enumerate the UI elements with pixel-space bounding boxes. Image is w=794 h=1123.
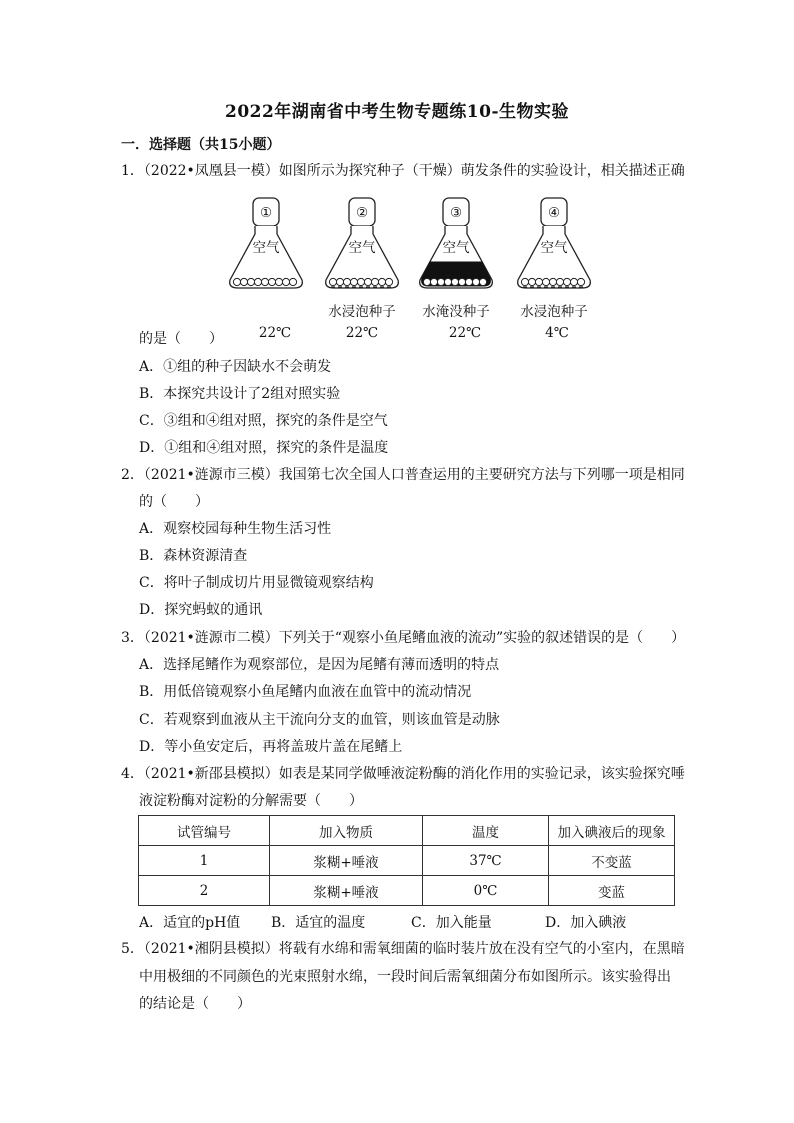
table-cell: 浆糊+唾液 bbox=[270, 876, 423, 906]
flask-1-number: ① bbox=[259, 205, 273, 221]
flask-3-number: ③ bbox=[449, 205, 463, 221]
question-2-text: 2．（2021•涟源市三模）我国第七次全国人口普查运用的主要研究方法与下列哪一项是相同 bbox=[121, 467, 685, 483]
q3-option-c: C．若观察到血液从主干流向分支的血管，则该血管是动脉 bbox=[139, 712, 500, 728]
section-heading: 一．选择题（共15小题） bbox=[121, 137, 281, 153]
table-header-row bbox=[139, 816, 675, 846]
flask-2-number: ② bbox=[355, 205, 369, 221]
flask-2-temp: 22℃ bbox=[345, 325, 379, 341]
table-cell: 2 bbox=[139, 876, 270, 906]
question-4-text: 4．（2021•新邵县模拟）如表是某同学做唾液淀粉酶的消化作用的实验记录，该实验探究唾 bbox=[121, 766, 685, 782]
question-1-text: 1．（2022•凤凰县一模）如图所示为探究种子（干燥）萌发条件的实验设计，相关描述正确 bbox=[121, 163, 685, 179]
q1-option-c: C．③组和④组对照，探究的条件是空气 bbox=[139, 413, 388, 429]
q2-option-b: B．森林资源清查 bbox=[139, 548, 248, 564]
table-row bbox=[139, 846, 675, 876]
q4-option-d: D．加入碘液 bbox=[545, 915, 627, 931]
flask-1-air-label: 空气 bbox=[252, 240, 280, 256]
question-2-text-cont: 的（ ） bbox=[139, 494, 209, 510]
experiment-table bbox=[138, 815, 675, 906]
q2-option-a: A．观察校园每种生物生活习性 bbox=[139, 521, 332, 537]
q2-option-d: D．探究蚂蚁的通讯 bbox=[139, 602, 263, 618]
flask-4-temp: 4℃ bbox=[545, 325, 569, 341]
flask-3-label: 水淹没种子 bbox=[422, 304, 490, 320]
table-header-cell: 试管编号 bbox=[139, 816, 270, 846]
table-cell: 0℃ bbox=[423, 876, 549, 906]
q3-option-b: B．用低倍镜观察小鱼尾鳍内血液在血管中的流动情况 bbox=[139, 684, 472, 700]
flask-4-number: ④ bbox=[547, 205, 561, 221]
question-5-text-cont2: 的结论是（ ） bbox=[139, 996, 251, 1012]
flask-1-temp: 22℃ bbox=[258, 325, 292, 341]
q3-option-a: A．选择尾鳍作为观察部位，是因为尾鳍有薄而透明的特点 bbox=[139, 657, 500, 673]
flask-2-label: 水浸泡种子 bbox=[328, 304, 396, 320]
table-cell: 37℃ bbox=[423, 846, 549, 876]
table-header-cell: 加入碘液后的现象 bbox=[549, 816, 675, 846]
question-5-text: 5．（2021•湘阴县模拟）将载有水绵和需氧细菌的临时装片放在没有空气的小室内，在黑暗 bbox=[121, 941, 685, 957]
question-1-text-cont: 的是（ ） bbox=[139, 331, 223, 347]
q1-option-b: B．本探究共设计了2组对照实验 bbox=[139, 386, 341, 402]
table-header-cell: 温度 bbox=[423, 816, 549, 846]
q1-option-d: D．①组和④组对照，探究的条件是温度 bbox=[139, 440, 389, 456]
question-3-text: 3．（2021•涟源市二模）下列关于“观察小鱼尾鳍血液的流动”实验的叙述错误的是（ ） bbox=[121, 630, 686, 646]
flask-4-air-label: 空气 bbox=[540, 240, 568, 256]
flask-3-temp: 22℃ bbox=[448, 325, 482, 341]
flask-4-label: 水浸泡种子 bbox=[520, 304, 588, 320]
q4-option-a: A．适宜的pH值 bbox=[139, 915, 241, 931]
q4-option-c: C．加入能量 bbox=[411, 915, 492, 931]
table-header-cell: 加入物质 bbox=[270, 816, 423, 846]
q1-option-a: A．①组的种子因缺水不会萌发 bbox=[139, 359, 332, 375]
q3-option-d: D．等小鱼安定后，再将盖玻片盖在尾鳍上 bbox=[139, 739, 403, 755]
flask-3-air-label: 空气 bbox=[442, 240, 470, 256]
question-5-text-cont: 中用极细的不同颜色的光束照射水绵，一段时间后需氧细菌分布如图所示。该实验得出 bbox=[139, 969, 671, 985]
table-cell: 不变蓝 bbox=[549, 846, 675, 876]
table-cell: 1 bbox=[139, 846, 270, 876]
table-row bbox=[139, 876, 675, 906]
table-cell: 浆糊+唾液 bbox=[270, 846, 423, 876]
flask-2-air-label: 空气 bbox=[348, 240, 376, 256]
question-4-text-cont: 液淀粉酶对淀粉的分解需要（ ） bbox=[139, 793, 363, 809]
q4-option-b: B．适宜的温度 bbox=[271, 915, 366, 931]
page-title: 2022年湖南省中考生物专题练10-生物实验 bbox=[224, 102, 570, 122]
q2-option-c: C．将叶子制成切片用显微镜观察结构 bbox=[139, 575, 374, 591]
table-cell: 变蓝 bbox=[549, 876, 675, 906]
